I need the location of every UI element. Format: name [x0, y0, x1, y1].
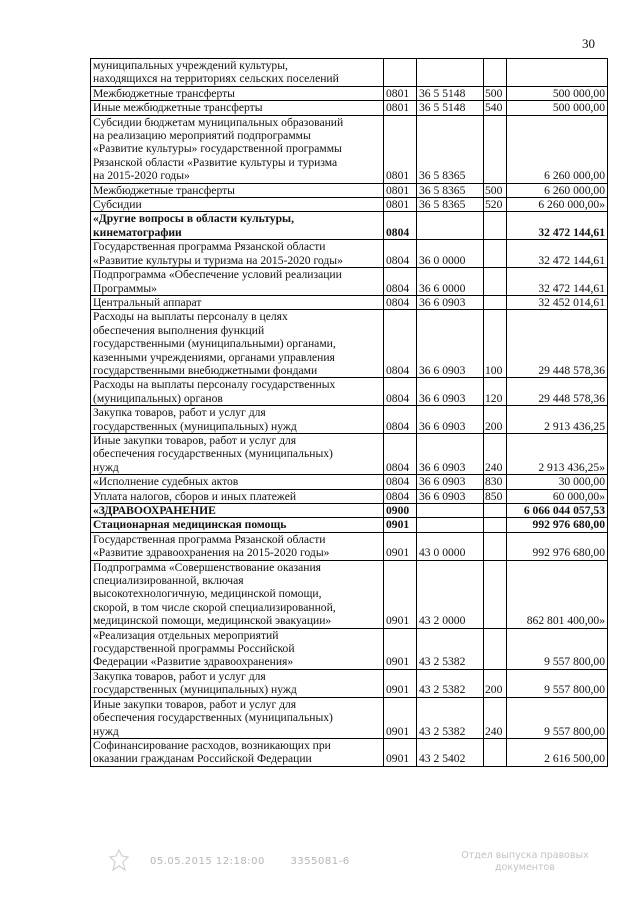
row-section-code: 0801: [384, 86, 417, 100]
table-row: [91, 406, 608, 434]
row-section-code: 0901: [384, 518, 417, 532]
row-amount: 6 260 000,00: [507, 115, 608, 183]
row-name: Закупка товаров, работ и услуг для государственных (муниципальных) нужд: [91, 406, 384, 434]
row-target-code: 36 0 0000: [417, 240, 484, 268]
row-expense-type: 120: [484, 378, 507, 406]
row-amount: 2 913 436,25: [507, 406, 608, 434]
row-amount: 32 452 014,61: [507, 295, 608, 309]
table-row: [91, 240, 608, 268]
row-section-code: 0901: [384, 628, 417, 669]
row-name: «Другие вопросы в области культуры, кинематографии: [91, 212, 384, 240]
row-expense-type: 850: [484, 489, 507, 503]
row-name: «Реализация отдельных мероприятий государственной программы Российской Федерации «Развитие здравоохранения»: [91, 628, 384, 669]
row-amount: 9 557 800,00: [507, 628, 608, 669]
table-row: [91, 489, 608, 503]
row-section-code: 0804: [384, 378, 417, 406]
row-target-code: [417, 518, 484, 532]
row-amount: 500 000,00: [507, 86, 608, 100]
budget-table: [90, 58, 608, 767]
table-row: [91, 198, 608, 212]
row-section-code: 0801: [384, 115, 417, 183]
table-row: [91, 738, 608, 766]
row-name: Расходы на выплаты персоналу государственных (муниципальных) органов: [91, 378, 384, 406]
row-name: Субсидии бюджетам муниципальных образований на реализацию мероприятий подпрограммы «Развитие культуры» государственной программы Рязанской области «Развитие культуры и туризма на 2015-2020 годы»: [91, 115, 384, 183]
row-target-code: [417, 212, 484, 240]
table-row: [91, 560, 608, 628]
row-amount: 29 448 578,36: [507, 310, 608, 378]
row-section-code: 0804: [384, 295, 417, 309]
row-target-code: 36 6 0903: [417, 310, 484, 378]
row-expense-type: [484, 295, 507, 309]
row-target-code: 36 6 0903: [417, 378, 484, 406]
row-expense-type: 500: [484, 183, 507, 197]
page-number: 30: [582, 36, 595, 51]
row-section-code: 0901: [384, 669, 417, 697]
row-section-code: 0901: [384, 560, 417, 628]
row-name: Расходы на выплаты персоналу в целях обеспечения выполнения функций государственными (муниципальными) органами, казенными учреждениями, органами управления государственными внебюджетными фондами: [91, 310, 384, 378]
row-target-code: 43 2 0000: [417, 560, 484, 628]
row-amount: 992 976 680,00: [507, 518, 608, 532]
row-target-code: 36 5 8365: [417, 183, 484, 197]
row-name: Стационарная медицинская помощь: [91, 518, 384, 532]
footer-doc-id: 3355081-6: [290, 856, 350, 867]
table-row: [91, 183, 608, 197]
table-row: [91, 697, 608, 738]
table-row: [91, 628, 608, 669]
row-target-code: 43 2 5382: [417, 669, 484, 697]
seal-watermark-icon: [108, 848, 130, 874]
row-expense-type: [484, 212, 507, 240]
table-row: [91, 504, 608, 518]
row-name: Подпрограмма «Совершенствование оказания специализированной, включая высокотехнологичную, медицинской помощи, скорой, в том числе скорой специализированной, медицинской помощи, медицинской эвакуации»: [91, 560, 384, 628]
row-expense-type: 200: [484, 406, 507, 434]
table-row: [91, 86, 608, 100]
row-target-code: 36 5 8365: [417, 115, 484, 183]
table-row: [91, 310, 608, 378]
row-name: Межбюджетные трансферты: [91, 183, 384, 197]
row-expense-type: 240: [484, 433, 507, 474]
row-name: Государственная программа Рязанской области «Развитие здравоохранения на 2015-2020 годы»: [91, 532, 384, 560]
row-expense-type: [484, 628, 507, 669]
row-amount: 992 976 680,00: [507, 532, 608, 560]
table-row: [91, 101, 608, 115]
footer-mark: Отдел выпуска правовых документов: [461, 850, 589, 873]
row-section-code: 0804: [384, 475, 417, 489]
row-amount: 29 448 578,36: [507, 378, 608, 406]
row-section-code: 0901: [384, 738, 417, 766]
row-amount: 9 557 800,00: [507, 697, 608, 738]
row-target-code: [417, 504, 484, 518]
table-row: [91, 378, 608, 406]
row-expense-type: [484, 240, 507, 268]
row-expense-type: 830: [484, 475, 507, 489]
table-row: [91, 518, 608, 532]
row-name: Иные межбюджетные трансферты: [91, 101, 384, 115]
row-name: Иные закупки товаров, работ и услуг для обеспечения государственных (муниципальных) нужд: [91, 697, 384, 738]
row-name: Уплата налогов, сборов и иных платежей: [91, 489, 384, 503]
row-section-code: 0801: [384, 198, 417, 212]
row-name: муниципальных учреждений культуры, находящихся на территориях сельских поселений: [91, 59, 384, 87]
row-name: Закупка товаров, работ и услуг для государственных (муниципальных) нужд: [91, 669, 384, 697]
row-target-code: 43 2 5402: [417, 738, 484, 766]
row-section-code: 0804: [384, 268, 417, 296]
row-amount: 6 260 000,00»: [507, 198, 608, 212]
table-row: [91, 433, 608, 474]
row-target-code: 36 6 0903: [417, 489, 484, 503]
row-amount: 9 557 800,00: [507, 669, 608, 697]
row-target-code: 36 5 5148: [417, 86, 484, 100]
table-row: [91, 212, 608, 240]
row-expense-type: [484, 115, 507, 183]
table-row: [91, 268, 608, 296]
row-name: «ЗДРАВООХРАНЕНИЕ: [91, 504, 384, 518]
table-row: [91, 669, 608, 697]
table-row: [91, 475, 608, 489]
row-expense-type: [484, 504, 507, 518]
row-name: Софинансирование расходов, возникающих при оказании гражданам Российской Федерации: [91, 738, 384, 766]
row-name: Иные закупки товаров, работ и услуг для обеспечения государственных (муниципальных) нужд: [91, 433, 384, 474]
row-amount: 6 260 000,00: [507, 183, 608, 197]
row-amount: 2 616 500,00: [507, 738, 608, 766]
row-amount: 6 066 044 057,53: [507, 504, 608, 518]
row-name: Межбюджетные трансферты: [91, 86, 384, 100]
row-name: Государственная программа Рязанской области «Развитие культуры и туризма на 2015-2020 годы»: [91, 240, 384, 268]
budget-table-body: [91, 59, 608, 767]
row-amount: 2 913 436,25»: [507, 433, 608, 474]
row-name: Подпрограмма «Обеспечение условий реализации Программы»: [91, 268, 384, 296]
row-expense-type: [484, 532, 507, 560]
footer-date: 05.05.2015 12:18:00: [150, 856, 265, 867]
row-section-code: 0804: [384, 240, 417, 268]
row-expense-type: [484, 560, 507, 628]
row-name: Субсидии: [91, 198, 384, 212]
row-target-code: 43 2 5382: [417, 628, 484, 669]
row-target-code: 36 5 8365: [417, 198, 484, 212]
row-target-code: 36 6 0000: [417, 268, 484, 296]
row-name: Центральный аппарат: [91, 295, 384, 309]
row-expense-type: 100: [484, 310, 507, 378]
row-target-code: 36 6 0903: [417, 295, 484, 309]
row-section-code: 0801: [384, 183, 417, 197]
row-target-code: 36 6 0903: [417, 433, 484, 474]
row-expense-type: 500: [484, 86, 507, 100]
row-amount: 32 472 144,61: [507, 212, 608, 240]
row-expense-type: [484, 268, 507, 296]
row-expense-type: [484, 518, 507, 532]
row-target-code: 36 6 0903: [417, 475, 484, 489]
row-expense-type: [484, 738, 507, 766]
row-amount: 500 000,00: [507, 101, 608, 115]
footer-stamp: [150, 856, 372, 867]
row-target-code: 36 6 0903: [417, 406, 484, 434]
row-expense-type: [484, 59, 507, 87]
row-expense-type: 200: [484, 669, 507, 697]
row-expense-type: 540: [484, 101, 507, 115]
row-section-code: 0804: [384, 433, 417, 474]
table-row: [91, 295, 608, 309]
row-expense-type: 520: [484, 198, 507, 212]
row-section-code: 0801: [384, 101, 417, 115]
row-expense-type: 240: [484, 697, 507, 738]
row-section-code: 0804: [384, 212, 417, 240]
row-target-code: [417, 59, 484, 87]
row-target-code: 43 2 5382: [417, 697, 484, 738]
row-section-code: 0804: [384, 489, 417, 503]
row-target-code: 43 0 0000: [417, 532, 484, 560]
row-target-code: 36 5 5148: [417, 101, 484, 115]
row-section-code: 0900: [384, 504, 417, 518]
row-amount: [507, 59, 608, 87]
row-section-code: 0901: [384, 532, 417, 560]
table-row: [91, 115, 608, 183]
row-section-code: 0901: [384, 697, 417, 738]
row-amount: 30 000,00: [507, 475, 608, 489]
table-row: [91, 59, 608, 87]
row-section-code: 0804: [384, 310, 417, 378]
row-section-code: [384, 59, 417, 87]
row-section-code: 0804: [384, 406, 417, 434]
table-row: [91, 532, 608, 560]
row-amount: 32 472 144,61: [507, 240, 608, 268]
row-name: «Исполнение судебных актов: [91, 475, 384, 489]
row-amount: 60 000,00»: [507, 489, 608, 503]
row-amount: 862 801 400,00»: [507, 560, 608, 628]
row-amount: 32 472 144,61: [507, 268, 608, 296]
